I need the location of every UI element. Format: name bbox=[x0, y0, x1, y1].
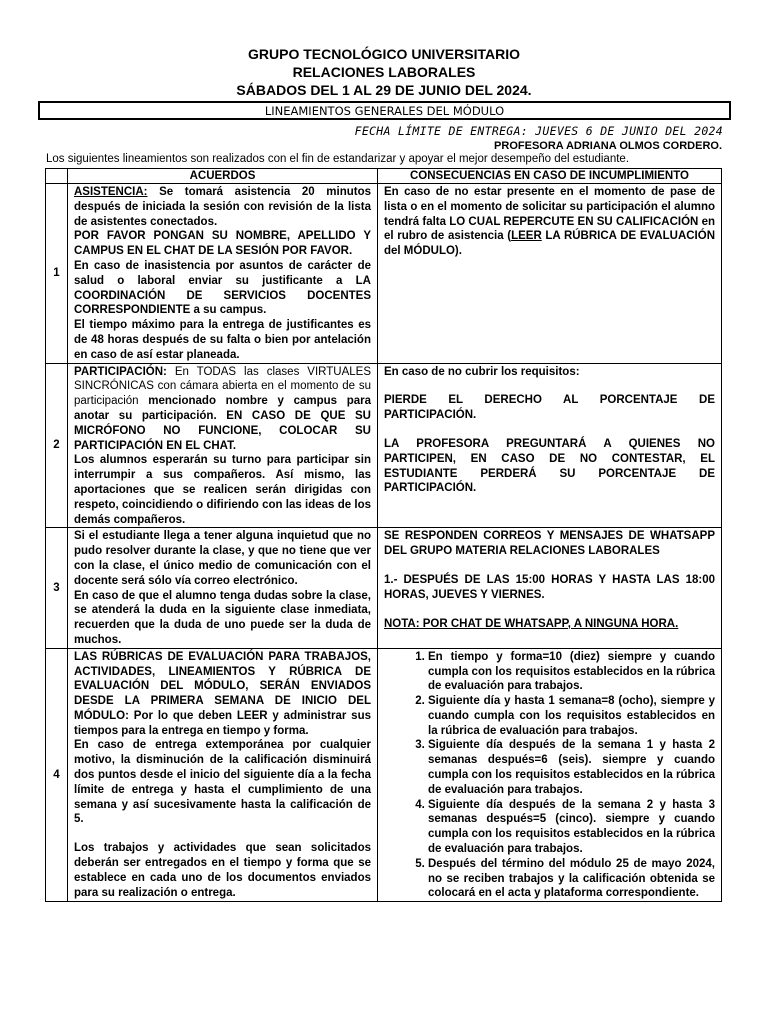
consecuencia-paragraph bbox=[384, 185, 715, 259]
row-number: 1 bbox=[46, 184, 68, 364]
list-item: 4. Siguiente día después de la semana 2 y hasta 3 semanas después=5 (cinco). siempre y cuando cumpla con los requisitos establecidos en la rúbrica de evaluación para trabajos. bbox=[428, 798, 715, 857]
consecuencia-cell bbox=[378, 184, 722, 364]
row-number: 2 bbox=[46, 363, 68, 528]
row-number: 4 bbox=[46, 648, 68, 902]
acuerdo-text: En TODAS las clases VIRTUALES SINCRÓNICAS con cámara abierta en el momento de su participación bbox=[74, 365, 371, 408]
list-item: 2. Siguiente día y hasta 1 semana=8 (ocho), siempre y cuando cumpla con los requisitos establecidos en la rúbrica de evaluación para trabajos. bbox=[428, 694, 715, 738]
acuerdo-text: a su campus. bbox=[190, 304, 267, 317]
acuerdo-text: En caso de inasistencia por asuntos de carácter de salud o laboral enviar su justificante a bbox=[74, 259, 371, 287]
table-row bbox=[46, 648, 722, 902]
consecuencia-paragraph: 1.- DESPUÉS DE LAS 15:00 HORAS Y HASTA LAS 18:00 HORAS, JUEVES Y VIERNES. bbox=[384, 573, 715, 601]
consecuencia-paragraph: En caso de no cubrir los requisitos: bbox=[384, 365, 580, 378]
schedule-title: SÁBADOS DEL 1 AL 29 DE JUNIO DEL 2024. bbox=[236, 82, 532, 98]
attendance-heading: ASISTENCIA: bbox=[74, 186, 148, 198]
acuerdo-cell bbox=[68, 184, 378, 364]
acuerdo-paragraph: Los trabajos y actividades que sean solicitados deberán ser entregados en el tiempo y forma que se establece en cada uno de los documentos enviados para su realización o entrega. bbox=[74, 842, 371, 899]
consecuencia-paragraph: PIERDE EL DERECHO AL PORCENTAJE DE PARTICIPACIÓN. bbox=[384, 394, 715, 422]
consecuencia-cell bbox=[378, 528, 722, 648]
table-row bbox=[46, 528, 722, 648]
consecuencia-text: En caso de no estar presente en el momento de pase de lista o en el momento de solicitar su participación el alumno tendrá falta LO CUAL REPERCUTE EN SU CALIFICACIÓN en el rubro de asistencia ( bbox=[384, 186, 715, 243]
acuerdo-paragraph: Si el estudiante llega a tener alguna inquietud que no pudo resolver durante la clase, y que no tiene que ver con la clase, el único medio de comunicación con el docente será sólo vía correo electrónico. bbox=[74, 530, 371, 587]
acuerdo-paragraph: Los alumnos esperarán su turno para participar sin interrumpir a sus compañeros. Así mismo, las aportaciones que se realicen serán dirigidas con respeto, coincidiendo o difiriendo con las ideas de los demás compañeros. bbox=[74, 454, 371, 526]
consecuencia-text: LA RÚBRICA DE EVALUACIÓN del MÓDULO). bbox=[384, 230, 715, 258]
acuerdo-paragraph: LAS RÚBRICAS DE EVALUACIÓN PARA TRABAJOS, ACTIVIDADES, LINEAMIENTOS Y RÚBRICA DE EVALUACIÓN DEL MÓDULO, SERÁN ENVIADOS DESDE LA PRIMERA SEMANA DE INICIO DEL MÓDULO: Por lo que deben LEER y administrar sus tiempos para la entrega en tiempo y forma. bbox=[74, 650, 371, 737]
table-row bbox=[46, 184, 722, 364]
course-title: RELACIONES LABORALES bbox=[292, 64, 476, 80]
list-item: 5. Después del término del módulo 25 de mayo 2024, no se reciben trabajos y la calificación obtenida se colocará en el acta y plataforma correspondiente. bbox=[428, 857, 715, 901]
header-consecuencias: CONSECUENCIAS EN CASO DE INCUMPLIMIENTO bbox=[378, 169, 722, 184]
institution-title: GRUPO TECNOLÓGICO UNIVERSITARIO bbox=[248, 46, 520, 62]
table-row bbox=[46, 363, 722, 528]
professor-name: PROFESORA ADRIANA OLMOS CORDERO. bbox=[494, 140, 722, 152]
consecuencia-cell bbox=[378, 363, 722, 528]
acuerdo-paragraph bbox=[74, 365, 371, 454]
grading-list bbox=[384, 650, 715, 902]
acuerdo-text: mencionado nombre y campus para anotar su participación. EN CASO DE QUE SU MICRÓFONO NO FUNCIONE, COLOCAR SU PARTICIPACIÓN EN EL CHAT. bbox=[74, 395, 371, 452]
list-item: 3. Siguiente día después de la semana 1 y hasta 2 semanas después=6 (seis). siempre y cuando cumpla con los requisitos establecidos en la rúbrica de evaluación para trabajos. bbox=[428, 738, 715, 797]
acuerdo-text: Se tomará asistencia 20 minutos después de iniciada la sesión con revisión de la lista de asistentes conectados. bbox=[74, 186, 371, 228]
consecuencia-paragraph: SE RESPONDEN CORREOS Y MENSAJES DE WHATSAPP DEL GRUPO MATERIA RELACIONES LABORALES bbox=[384, 530, 715, 558]
acuerdo-cell bbox=[68, 648, 378, 902]
intro-text: Los siguientes lineamientos son realizados con el fin de estandarizar y apoyar el mejor desempeño del estudiante. bbox=[46, 153, 630, 165]
acuerdo-paragraph bbox=[74, 259, 371, 318]
acuerdo-paragraph: El tiempo máximo para la entrega de justificantes es de 48 horas después de su falta o bien por antelación en caso de así estar planeada. bbox=[74, 319, 371, 361]
module-guidelines-box: LINEAMIENTOS GENERALES DEL MÓDULO bbox=[38, 101, 731, 120]
acuerdo-paragraph bbox=[74, 185, 371, 229]
list-item: 1. En tiempo y forma=10 (diez) siempre y cuando cumpla con los requisitos establecidos en la rúbrica de evaluación para trabajos. bbox=[428, 650, 715, 694]
row-number: 3 bbox=[46, 528, 68, 648]
leer-emphasis: LEER bbox=[511, 230, 542, 243]
table-header-row bbox=[46, 169, 722, 184]
consecuencia-cell bbox=[378, 648, 722, 902]
guidelines-table bbox=[45, 168, 722, 902]
acuerdo-cell bbox=[68, 363, 378, 528]
acuerdo-paragraph: En caso de que el alumno tenga dudas sobre la clase, se atenderá la duda en la siguiente clase inmediata, recuerden que la duda de uno puede ser la duda de muchos. bbox=[74, 589, 371, 646]
acuerdo-paragraph: POR FAVOR PONGAN SU NOMBRE, APELLIDO Y CAMPUS EN EL CHAT DE LA SESIÓN POR FAVOR. bbox=[74, 230, 371, 258]
participation-heading: PARTICIPACIÓN: bbox=[74, 365, 167, 378]
whatsapp-note: NOTA: POR CHAT DE WHATSAPP, A NINGUNA HORA. bbox=[384, 617, 679, 630]
acuerdo-cell bbox=[68, 528, 378, 648]
header-number bbox=[46, 169, 68, 184]
acuerdo-paragraph: En caso de entrega extemporánea por cualquier motivo, la disminución de la calificación disminuirá dos puntos desde el inicio del siguiente día a la fecha límite de entrega y hasta el cumplimiento de una semana y así sucesivamente hasta la calificación de 5. bbox=[74, 739, 371, 826]
header-acuerdos: ACUERDOS bbox=[68, 169, 378, 184]
consecuencia-paragraph: LA PROFESORA PREGUNTARÁ A QUIENES NO PARTICIPEN, EN CASO DE NO CONTESTAR, EL ESTUDIANTE PERDERÁ SU PORCENTAJE DE PARTICIPACIÓN. bbox=[384, 437, 715, 495]
acuerdo-text: LA COORDINACIÓN DE SERVICIOS DOCENTES CORRESPONDIENTE bbox=[74, 274, 371, 317]
deadline-note: FECHA LÍMITE DE ENTREGA: JUEVES 6 DE JUNIO DEL 2024 bbox=[354, 124, 723, 138]
